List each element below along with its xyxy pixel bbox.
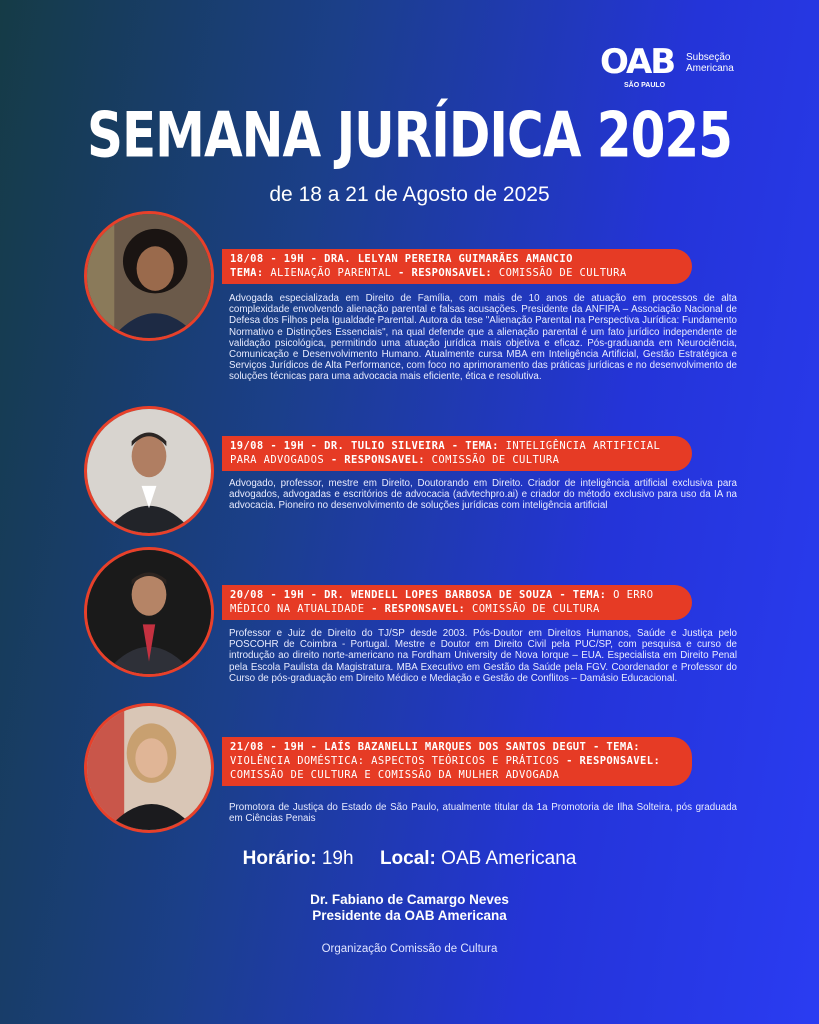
event-2-resp: COMISSÃO DE CULTURA [424,454,560,466]
event-1-resp: COMISSÃO DE CULTURA [492,267,627,279]
event-4-description: Promotora de Justiça do Estado de São Paulo, atualmente titular da 1a Promotoria de Ilha Solteira, pós graduada em Ciências Penais [229,802,737,825]
event-1-line1: 18/08 - 19H - DRA. LELYAN PEREIRA GUIMARÃES AMANCIO [230,253,573,265]
event-banner-1 [222,249,692,284]
person-icon [87,214,211,338]
oab-logo [600,44,740,94]
local-value: OAB Americana [435,848,577,869]
horario-label: Horário: [242,848,317,869]
event-banner-2 [222,436,692,471]
speaker-photo-3 [84,547,214,677]
speaker-photo-2 [84,406,214,536]
event-4-resp-label: - RESPONSAVEL: [559,755,661,767]
president-role: Presidente da OAB Americana [312,908,507,923]
event-dates: de 18 a 21 de Agosto de 2025 [269,183,550,206]
president-name: Dr. Fabiano de Camargo Neves [310,892,509,907]
event-2-resp-label: - RESPONSAVEL: [330,454,425,466]
logo-sub-line2: Americana [686,63,734,74]
event-1-description: Advogada especializada em Direito de Família, com mais de 10 anos de atuação em processos de alta complexidade envolvendo alienação parental e falsas acusações. Presidente da ANFIPA – Associação Nacional de Defesa dos Filhos pela Igualdade Parental. Autora da tese "Alienação Parental na Perspectiva Jurídica: Fundamento Normativo e Distinções Essenciais", na qual defende que a alienação parental é um fato jurídico independente de validação psicológica, permitindo uma atuação jurídica mais objetiva e eficaz. Pós-graduanda em Neurociência, Comunicação e Desenvolvimento Humano. Atualmente cursa MBA em Inteligência Artificial, Gestão Estratégica e Serviços Jurídicos de Alta Performance, com foco no aprimoramento das práticas jurídicas e no desenvolvimento de soluções técnicas para uma advocacia mais eficiente, ética e resolutiva. [229,293,737,383]
event-4-resp: COMISSÃO DE CULTURA E COMISSÃO DA MULHER ADVOGADA [230,769,560,781]
event-1-tema: ALIENAÇÃO PARENTAL [263,267,399,279]
person-icon [87,409,211,533]
event-banner-4 [222,737,692,786]
event-4-tema: VIOLÊNCIA DOMÉSTICA: ASPECTOS TEÓRICOS E PRÁTICOS [230,755,560,767]
organization-credit: Organização Comissão de Cultura [321,943,498,955]
event-4-line1: 21/08 - 19H - LAÍS BAZANELLI MARQUES DOS SANTOS DEGUT - TEMA: [230,741,641,753]
event-2-tema: INTELIGÊNCIA ARTIFICIAL PARA ADVOGADOS [230,440,661,466]
logo-sub-line1: Subseção [686,52,731,63]
event-3-resp-label: - RESPONSAVEL: [364,603,466,615]
logo-region: SÃO PAULO [624,82,666,89]
event-3-resp: COMISSÃO DE CULTURA [465,603,600,615]
horario-value: 19h [316,848,354,869]
person-icon [87,706,211,830]
president-block [0,892,819,924]
event-1-resp-label: - RESPONSAVEL: [398,267,493,279]
logo-subsection [686,52,734,74]
logo-oab-text: OAB [600,42,675,82]
event-3-tema: O ERRO MÉDICO NA ATUALIDADE [230,589,654,615]
event-3-line1: 20/08 - 19H - DR. WENDELL LOPES BARBOSA DE SOUZA - TEMA: [230,589,607,601]
event-1-tema-label: TEMA: [230,267,264,279]
event-info [0,848,819,870]
speaker-photo-1 [84,211,214,341]
event-2-description: Advogado, professor, mestre em Direito, Doutorando em Direito. Criador de inteligência artificial exclusiva para advogados, advogadas e escritórios de advocacia (advtechpro.ai) e criador do método exclusivo para uso da IA na advocacia. Pioneiro no desenvolvimento de soluções jurídicas com inteligência artificial [229,478,737,512]
event-3-description: Professor e Juiz de Direito do TJ/SP desde 2003. Pós-Doutor em Direitos Humanos, Saúde e Justiça pelo POSCOHR de Coimbra - Portugal. Mestre e Doutor em Direito Civil pela PUC/SP, com pesquisa e curso de introdução ao direito norte-americano na Fordham University de Nova Iorque – EUA. Especialista em Direito Penal pela Escola Paulista da Magistratura. MBA Executivo em Gestão da Saúde pela FGV. Coordenador e Professor do Curso de pós-graduação em Direito Médico e Mediação e Gestão de Conflitos – Damásio Educacional. [229,628,737,684]
person-icon [87,550,211,674]
event-banner-3 [222,585,692,620]
page-title: SEMANA JURÍDICA 2025 [87,98,732,172]
event-2-line1: 19/08 - 19H - DR. TULIO SILVEIRA - TEMA: [230,440,499,452]
speaker-photo-4 [84,703,214,833]
local-label: Local: [379,848,436,869]
